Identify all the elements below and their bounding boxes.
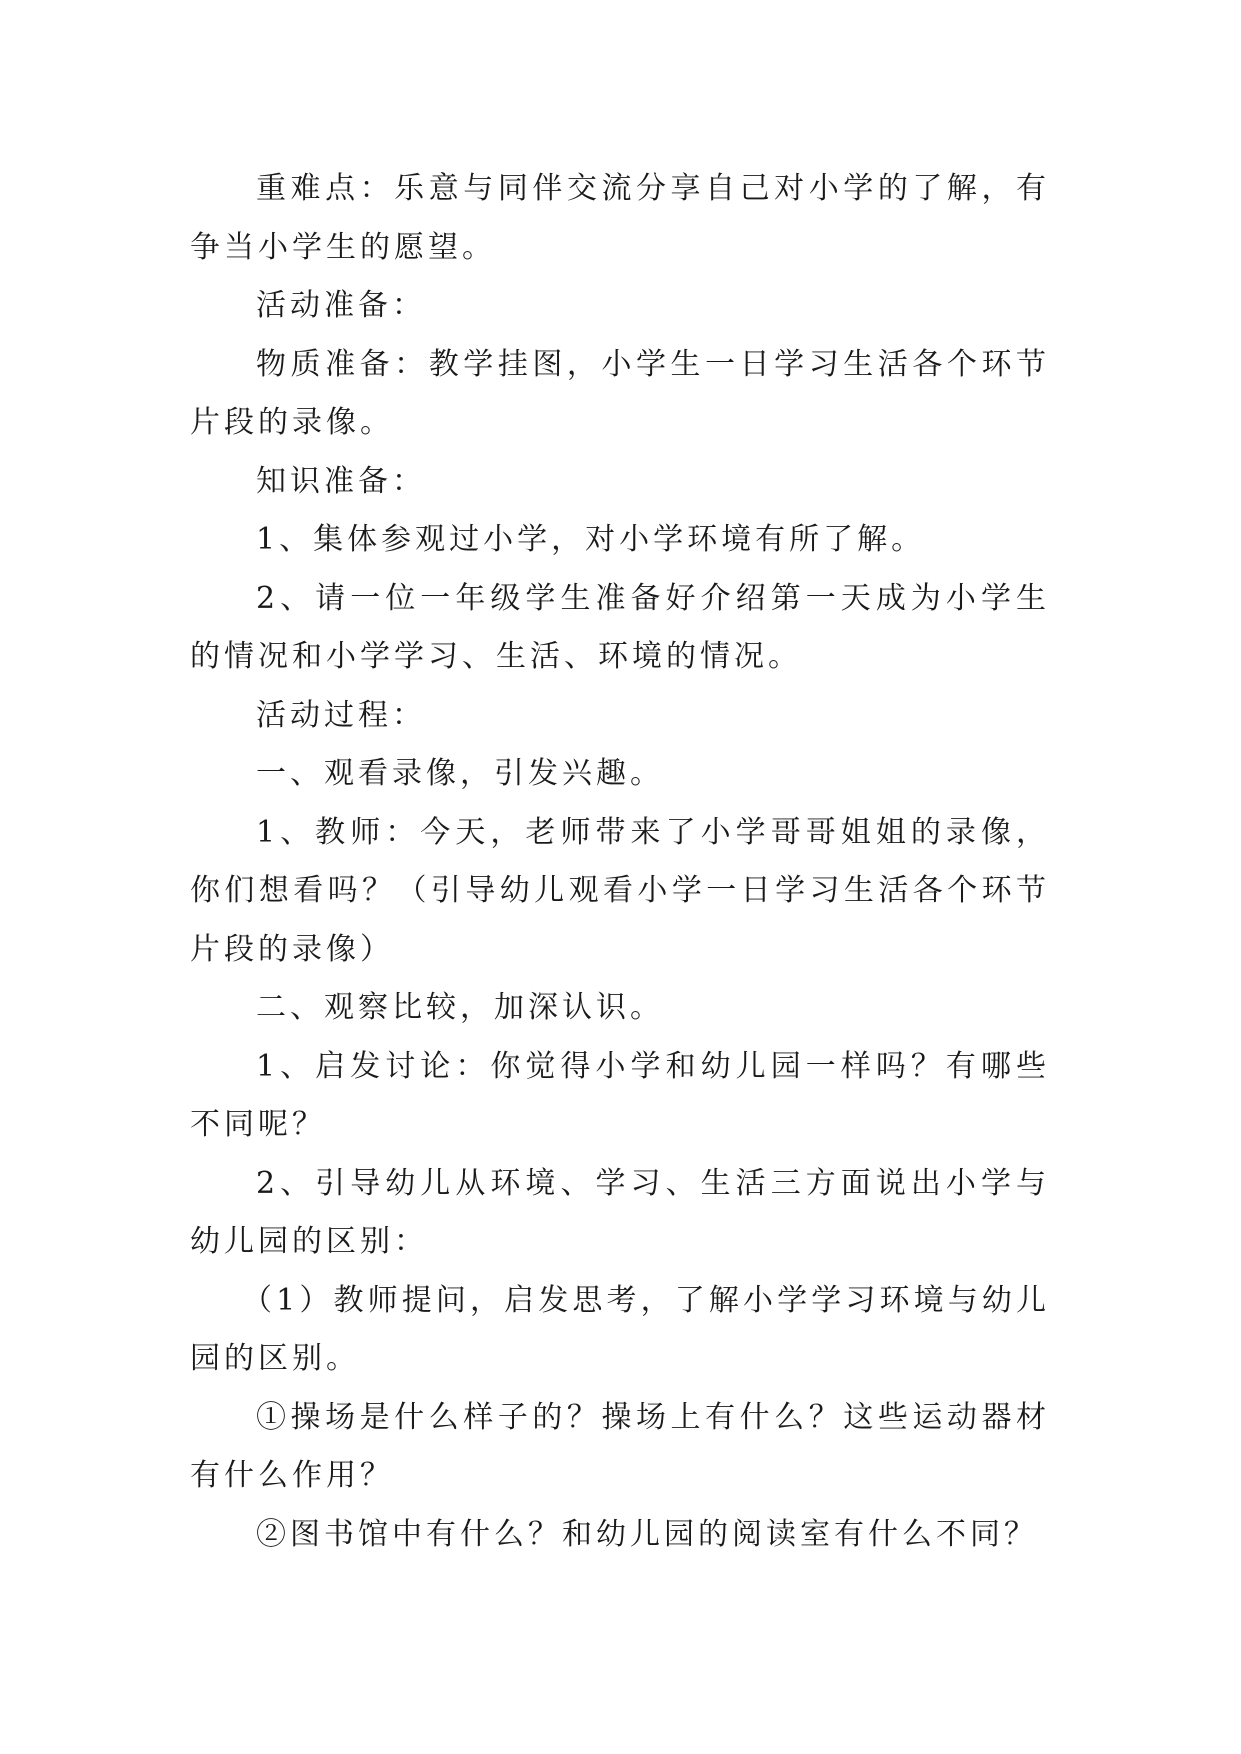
paragraph-knowledge-item-1: 1、集体参观过小学，对小学环境有所了解。	[256, 522, 926, 557]
document-body	[190, 160, 1050, 1564]
paragraph-knowledge-item-2: 2、请一位一年级学生准备好介绍第一天成为小学生的情况和小学学习、生活、环境的情况。	[190, 580, 1050, 674]
paragraph-section-1-item-1: 1、教师：今天，老师带来了小学哥哥姐姐的录像，你们想看吗？（引导幼儿观看小学一日学习生活各个环节片段的录像）	[190, 814, 1050, 967]
section-heading-1: 一、观看录像，引发兴趣。	[256, 756, 664, 791]
paragraph-section-2-item-1: 1、启发讨论：你觉得小学和幼儿园一样吗？有哪些不同呢？	[190, 1048, 1050, 1142]
paragraph-question-2: ②图书馆中有什么？和幼儿园的阅读室有什么不同？	[256, 1516, 1038, 1552]
paragraph-key-difficulty: 重难点：乐意与同伴交流分享自己对小学的了解，有争当小学生的愿望。	[190, 171, 1050, 265]
paragraph-section-2-item-2: 2、引导幼儿从环境、学习、生活三方面说出小学与幼儿园的区别：	[190, 1165, 1050, 1259]
paragraph-question-1: ①操场是什么样子的？操场上有什么？这些运动器材有什么作用？	[190, 1399, 1050, 1493]
section-heading-2: 二、观察比较，加深认识。	[256, 990, 664, 1025]
paragraph-material-preparation: 物质准备：教学挂图，小学生一日学习生活各个环节片段的录像。	[190, 346, 1050, 440]
heading-activity-preparation: 活动准备：	[256, 288, 426, 323]
heading-activity-process: 活动过程：	[256, 697, 426, 733]
paragraph-subitem-1: （1）教师提问，启发思考，了解小学学习环境与幼儿园的区别。	[190, 1282, 1050, 1376]
heading-knowledge-preparation: 知识准备：	[256, 463, 426, 499]
